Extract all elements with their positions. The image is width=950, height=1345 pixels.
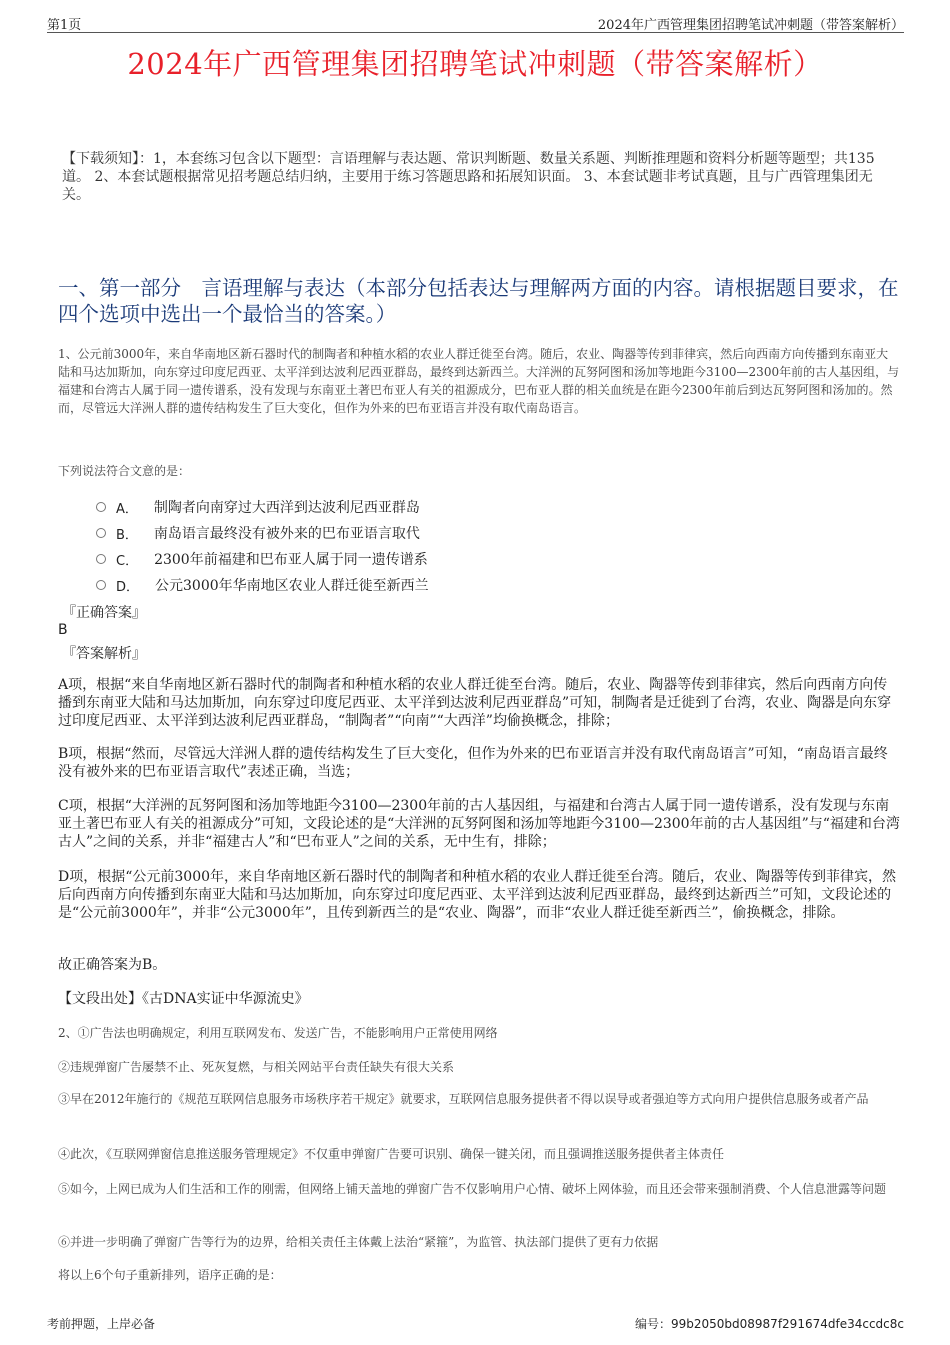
q2-sentence-2: ②违规弹窗广告屡禁不止、死灰复燃，与相关网站平台责任缺失有很大关系 [58,1060,455,1074]
download-notice: 【下载须知】：1，本套练习包含以下题型：言语理解与表达题、常识判断题、数量关系题、判断推理题和资料分析题等题型；共135道。 2、本套试题根据常见招考题总结归纳，主要用于练习答题思路和拓展知识面。 3、本套试题非考试真题，且与广西管理集团无关。 [62,151,875,203]
footer-code [635,1315,904,1332]
q2-sentence-1: 2、①广告法也明确规定，利用互联网发布、发送广告，不能影响用户正常使用网络 [58,1026,498,1040]
analysis-c: C项，根据“大洋洲的瓦努阿图和汤加等地距今3100—2300年前的古人基因组，与福建和台湾古人属于同一遗传谱系，没有发现与东南亚土著巴布亚人有关的祖源成分”可知，文段论述的是“大洋洲的瓦努阿图和汤加等地距今3100—2300年前的古人基因组”与“福建和台湾古人”之间的关系，并非“福建古人”和“巴布亚人”之间的关系，无中生有，排除； [58,798,900,850]
radio-icon[interactable] [96,580,106,590]
q2-prompt: 将以上6个句子重新排列，语序正确的是： [58,1268,282,1282]
header-divider [47,32,904,33]
correct-answer: B [58,622,68,638]
q2-sentence-3: ③早在2012年施行的《规范互联网信息服务市场秩序若干规定》就要求，互联网信息服务提供者不得以误导或者强迫等方式向用户提供信息服务或者产品 [58,1092,869,1106]
option-letter: D． [116,579,140,595]
q1-option-a[interactable] [96,497,420,517]
option-text: 制陶者向南穿过大西洋到达波利尼西亚群岛 [153,500,420,516]
analysis-a: A项，根据“来自华南地区新石器时代的制陶者和种植水稻的农业人群迁徙至台湾。随后，农业、陶器等传到菲律宾，然后向西南方向传播到东南亚大陆和马达加斯加，向东穿过印度尼西亚、太平洋到达波利尼西亚群岛”可知，制陶者是迁徙到了台湾，农业、陶器是向东穿过印度尼西亚、太平洋到达波利尼西亚群岛，“制陶者”“向南”“大西洋”均偷换概念，排除； [58,677,892,729]
q1-stem: 1、公元前3000年，来自华南地区新石器时代的制陶者和种植水稻的农业人群迁徙至台湾。随后，农业、陶器等传到菲律宾，然后向西南方向传播到东南亚大陆和马达加斯加，向东穿过印度尼西亚、太平洋到达波利尼西亚群岛，最终到达新西兰。大洋洲的瓦努阿图和汤加等地距今3100—2300年前的古人基因组，与福建和台湾古人属于同一遗传谱系，没有发现与东南亚土著巴布亚人有关的祖源成分，巴布亚人群的相关血统是在距今2300年前后到达瓦努阿图和汤加的。然而，尽管远大洋洲人群的遗传结构发生了巨大变化，但作为外来的巴布亚语言并没有取代南岛语言。 [58,347,900,415]
option-letter: C． [116,553,139,569]
analysis-d: D项，根据“公元前3000年，来自华南地区新石器时代的制陶者和种植水稻的农业人群迁徙至台湾。随后，农业、陶器等传到菲律宾，然后向西南方向传播到东南亚大陆和马达加斯加，向东穿过印度尼西亚、太平洋到达波利尼西亚群岛，最终到达新西兰”可知，文段论述的是“公元前3000年”，并非“公元3000年”，且传到新西兰的是“农业、陶器”，而非“农业人群迁徙至新西兰”，偷换概念，排除。 [58,869,897,921]
q2-sentence-4: ④此次，《互联网弹窗信息推送服务管理规定》不仅重申弹窗广告要可识别、确保一键关闭，而且强调推送服务提供者主体责任 [58,1147,725,1161]
option-letter: B． [116,527,138,543]
q1-prompt: 下列说法符合文意的是： [58,464,191,478]
q1-option-c[interactable] [96,549,428,569]
header-doc-title: 2024年广西管理集团招聘笔试冲刺题（带答案解析） [597,18,904,33]
footer-code-value: 99b2050bd08987f291674dfe34ccdc8c [670,1317,904,1331]
radio-icon[interactable] [96,502,106,512]
q2-sentence-6: ⑥并进一步明确了弹窗广告等行为的边界，给相关责任主体戴上法治“紧箍”，为监管、执法部门提供了更有力依据 [58,1235,659,1249]
radio-icon[interactable] [96,528,106,538]
footer-code-label: 编号： [634,1317,671,1331]
option-text: 公元3000年华南地区农业人群迁徙至新西兰 [155,578,429,594]
option-letter: A． [116,501,138,517]
analysis-conclusion: 故正确答案为B。 [58,957,167,973]
footer-slogan: 考前押题，上岸必备 [47,1317,156,1331]
q1-option-b[interactable] [96,523,420,543]
source-citation: 【文段出处】《古DNA实证中华源流史》 [58,991,309,1007]
option-text: 2300年前福建和巴布亚人属于同一遗传谱系 [154,552,428,568]
analysis-label: 『答案解析』 [62,646,146,662]
q1-option-d[interactable] [96,575,429,595]
section-heading: 一、第一部分 言语理解与表达（本部分包括表达与理解两方面的内容。请根据题目要求，在四个选项中选出一个最恰当的答案。） [58,276,899,326]
q2-sentence-5: ⑤如今，上网已成为人们生活和工作的刚需，但网络上铺天盖地的弹窗广告不仅影响用户心情、破坏上网体验，而且还会带来强制消费、个人信息泄露等问题 [58,1182,887,1196]
radio-icon[interactable] [96,554,106,564]
option-text: 南岛语言最终没有被外来的巴布亚语言取代 [153,526,420,542]
correct-answer-label: 『正确答案』 [62,605,146,621]
header-page-label: 第1页 [47,18,82,33]
analysis-b: B项，根据“然而，尽管远大洋洲人群的遗传结构发生了巨大变化，但作为外来的巴布亚语言并没有取代南岛语言”可知，“南岛语言最终没有被外来的巴布亚语言取代”表述正确，当选； [58,746,888,780]
page-title: 2024年广西管理集团招聘笔试冲刺题（带答案解析） [127,47,823,81]
